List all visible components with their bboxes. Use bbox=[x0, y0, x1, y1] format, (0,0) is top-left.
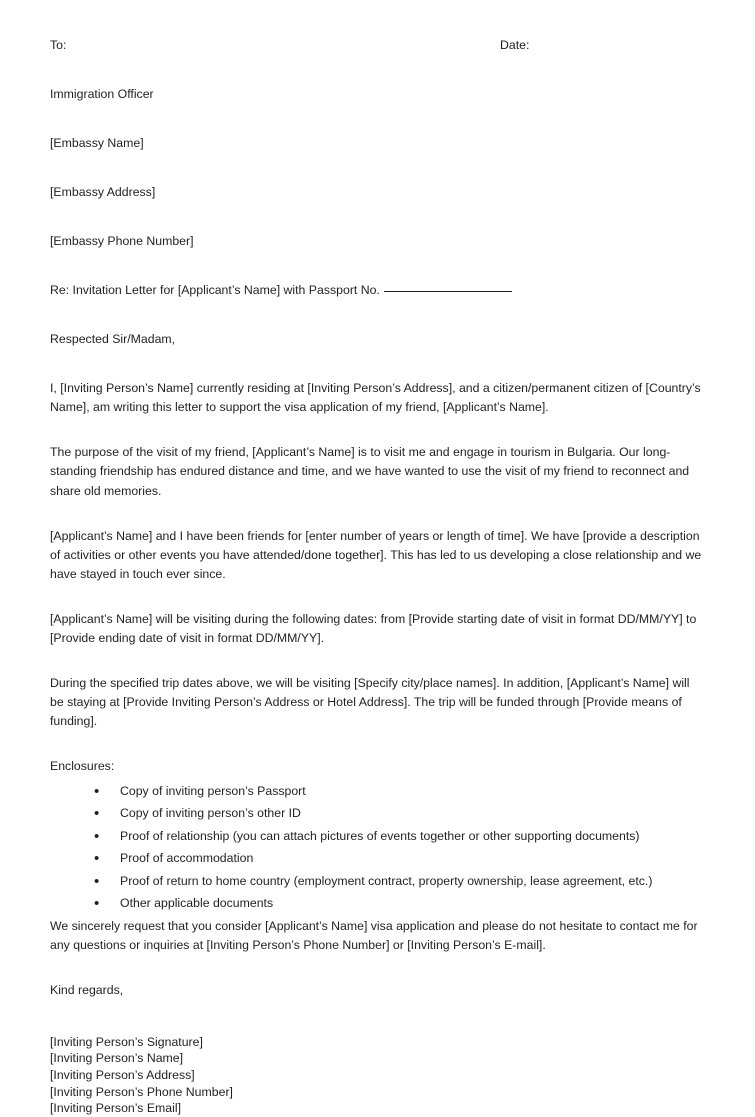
paragraph-5: During the specified trip dates above, we will be visiting [Specify city/place names]. In addition, [Applicant’s Name] will be staying at [Provide Inviting Person’s Address or Hotel Address]. The trip will be funded through [Provide means of funding]. bbox=[50, 675, 690, 728]
passport-number-blank bbox=[384, 291, 512, 292]
signature-block bbox=[50, 1034, 705, 1117]
list-item: • Copy of inviting person’s other ID bbox=[94, 804, 705, 822]
recipient-line-embassy-address: [Embassy Address] bbox=[50, 185, 156, 200]
subject-text: Re: Invitation Letter for [Applicant’s Name] with Passport No. bbox=[50, 283, 380, 298]
signature-line-email: [Inviting Person’s Email] bbox=[50, 1101, 181, 1116]
recipient-line-officer: Immigration Officer bbox=[50, 87, 154, 102]
list-item: • Copy of inviting person’s Passport bbox=[94, 782, 705, 800]
signature-line-name: [Inviting Person’s Name] bbox=[50, 1051, 184, 1066]
signature-line-phone: [Inviting Person’s Phone Number] bbox=[50, 1084, 233, 1099]
paragraph-1: I, [Inviting Person’s Name] currently residing at [Inviting Person’s Address], and a citizen/permanent citizen of [Country’s Name], am writing this letter to support the visa application of my friend, [Applicant’s Name]. bbox=[50, 381, 701, 415]
enclosures-list bbox=[50, 782, 705, 913]
header-row bbox=[50, 36, 705, 55]
salutation: Respected Sir/Madam, bbox=[50, 332, 176, 347]
subject-line bbox=[50, 281, 705, 300]
list-item: • Proof of return to home country (employment contract, property ownership, lease agreement, etc.) bbox=[94, 872, 705, 890]
paragraph-3: [Applicant’s Name] and I have been friends for [enter number of years or length of time]. We have [provide a description of activities or other events you have attended/done together]. This has led to us developing a close relationship and we have stayed in touch ever since. bbox=[50, 528, 702, 581]
signature-line-address: [Inviting Person’s Address] bbox=[50, 1067, 195, 1082]
recipient-line-embassy-phone: [Embassy Phone Number] bbox=[50, 234, 194, 249]
to-label: To: bbox=[50, 38, 67, 52]
paragraph-2: The purpose of the visit of my friend, [Applicant’s Name] is to visit me and engage in tourism in Bulgaria. Our long-standing friendship has endured distance and time, and we have wanted to use the visit of my friend to reconnect and share old memories. bbox=[50, 445, 690, 498]
closing-paragraph: We sincerely request that you consider [Applicant’s Name] visa application and please do not hesitate to contact me for any questions or inquiries at [Inviting Person’s Phone Number] or [Inviting Person’s E-mail]. bbox=[50, 918, 698, 952]
signature-line-signature: [Inviting Person’s Signature] bbox=[50, 1034, 203, 1049]
date-label: Date: bbox=[500, 38, 530, 52]
list-item: • Proof of accommodation bbox=[94, 849, 705, 867]
list-item: • Other applicable documents bbox=[94, 894, 705, 912]
list-item: • Proof of relationship (you can attach pictures of events together or other supporting documents) bbox=[94, 827, 705, 845]
enclosures-heading: Enclosures: bbox=[50, 758, 115, 773]
paragraph-4: [Applicant’s Name] will be visiting during the following dates: from [Provide starting date of visit in format DD/MM/YY] to [Provide ending date of visit in format DD/MM/YY]. bbox=[50, 611, 697, 645]
letter-body bbox=[50, 36, 705, 1117]
recipient-line-embassy-name: [Embassy Name] bbox=[50, 136, 144, 151]
kind-regards: Kind regards, bbox=[50, 982, 124, 997]
